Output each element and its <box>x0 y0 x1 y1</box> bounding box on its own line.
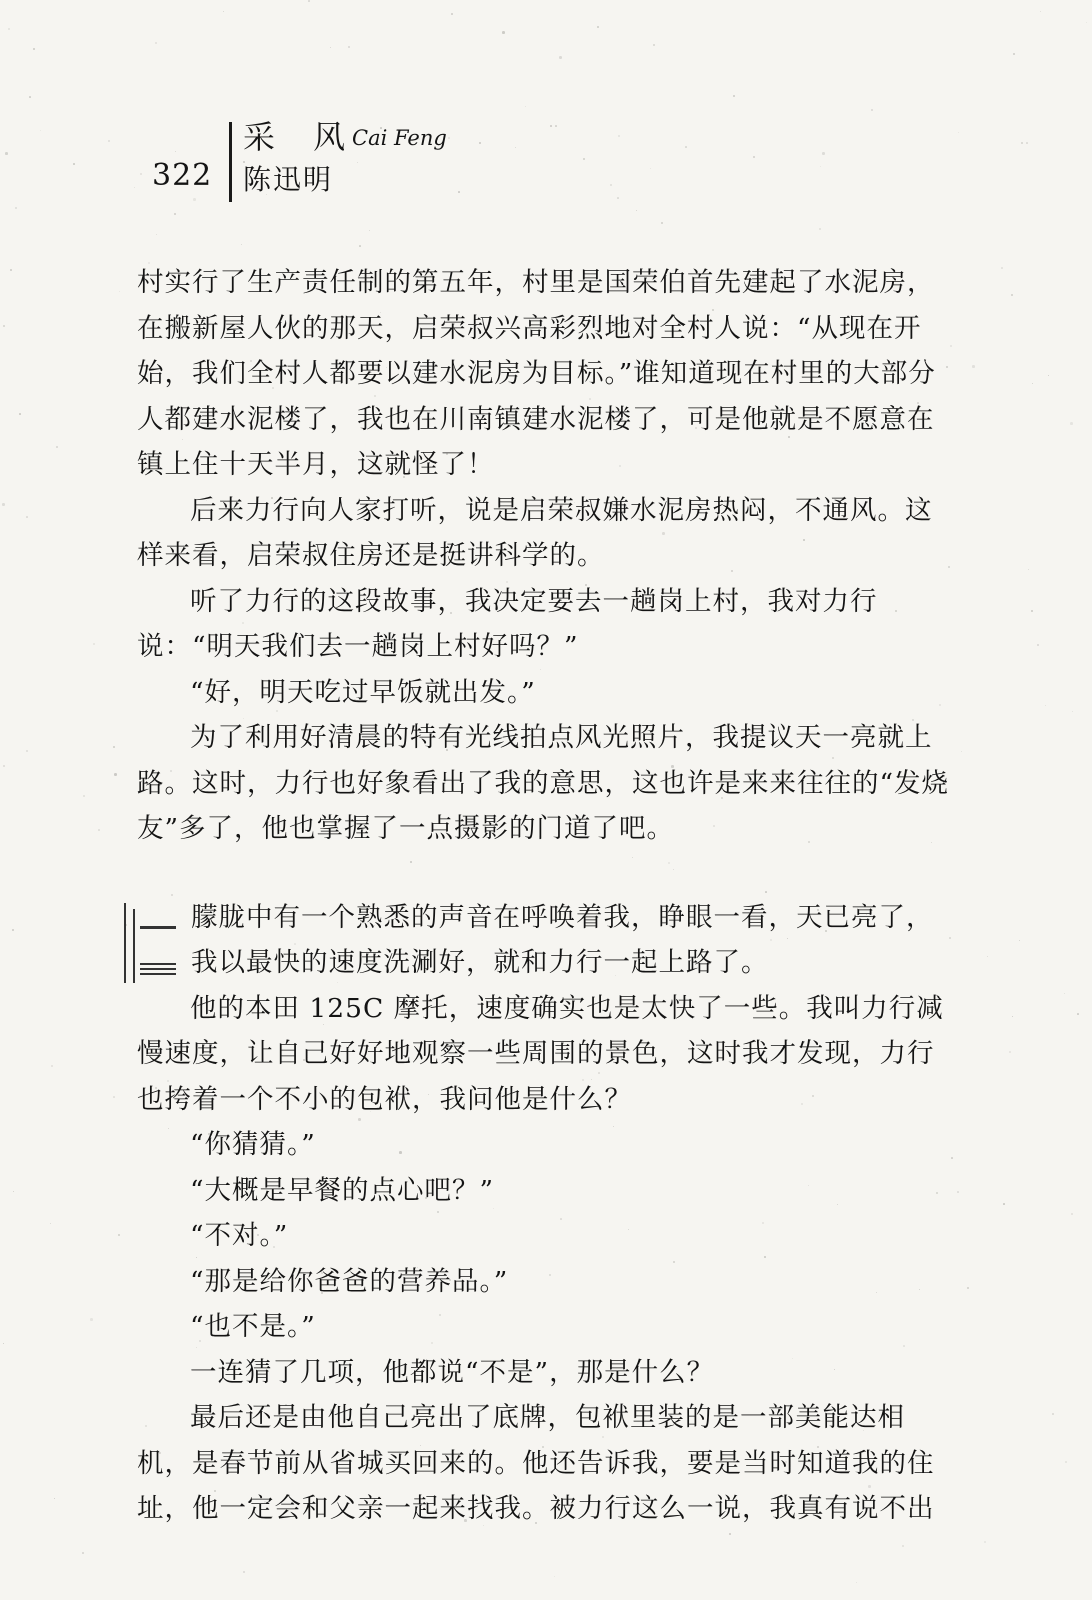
section-opening-text: 朦胧中有一个熟悉的声音在呼唤着我，睁眼一看，天已亮了，我以最快的速度洗涮好，就和力行一起上路了。 <box>191 901 934 978</box>
paper-speck <box>98 829 100 831</box>
paper-speck <box>636 210 637 211</box>
paragraph: 一连猜了几项，他都说“不是”，那是什么？ <box>190 1356 715 1388</box>
paper-speck <box>3 325 5 327</box>
paper-speck <box>26 750 28 752</box>
paragraph: 最后还是由他自己亮出了底牌，包袱里装的是一部美能达相机，是春节前从省城买回来的。他还告诉我，要是当时知道我的住址，他一定会和父亲一起来找我。被力行这么一说，我真有说不出 <box>137 1402 935 1524</box>
paper-speck <box>1032 383 1033 384</box>
paper-speck <box>54 1498 55 1499</box>
paper-speck <box>348 46 350 48</box>
paper-speck <box>819 228 821 230</box>
paper-speck <box>729 1533 731 1535</box>
paper-speck <box>1019 940 1020 941</box>
paper-speck <box>12 929 14 931</box>
paper-speck <box>733 95 735 97</box>
paper-speck <box>50 1223 51 1224</box>
paper-speck <box>987 956 988 957</box>
paper-speck <box>1031 610 1033 612</box>
paper-speck <box>1070 422 1073 425</box>
paper-speck <box>90 1318 93 1321</box>
paper-speck <box>525 106 526 107</box>
page-number: 322 <box>152 158 213 193</box>
paper-speck <box>1045 705 1046 706</box>
paper-speck <box>1012 1016 1013 1017</box>
section-opening <box>137 895 957 986</box>
author-name: 陈迅明 <box>243 163 334 196</box>
paper-speck <box>1037 644 1039 646</box>
paper-speck <box>33 48 35 50</box>
paper-speck <box>369 230 370 231</box>
paper-speck <box>93 643 95 645</box>
body-text <box>137 260 957 1532</box>
book-title-pinyin: Cai Feng <box>352 126 447 150</box>
header-divider <box>229 122 232 202</box>
paper-speck <box>29 96 31 98</box>
paper-speck <box>13 1191 14 1192</box>
paper-speck <box>26 516 28 518</box>
dialogue-line: “大概是早餐的点心吧？” <box>190 1174 495 1206</box>
paper-speck <box>961 751 962 752</box>
paper-speck <box>308 0 310 2</box>
paper-speck <box>554 1576 555 1577</box>
paper-speck <box>1013 53 1015 55</box>
paper-speck <box>359 245 361 247</box>
paper-speck <box>114 773 117 776</box>
paper-speck <box>119 291 120 292</box>
paragraph: 为了利用好清晨的特有光线拍点风光照片，我提议天一亮就上路。这时，力行也好象看出了我的意思，这也许是来来往往的“发烧友”多了，他也掌握了一点摄影的门道了吧。 <box>137 722 950 844</box>
paragraph: 听了力行的这段故事，我决定要去一趟岗上村，我对力行说：“明天我们去一趟岗上村好吗？” <box>137 585 878 662</box>
paper-speck <box>10 269 12 271</box>
paper-speck <box>984 1541 986 1543</box>
book-title: 采 风 <box>243 118 360 156</box>
paragraph: 后来力行向人家打听，说是启荣叔嫌水泥房热闷，不通风。这样来看，启荣叔住房还是挺讲科学的。 <box>137 494 933 571</box>
paper-speck <box>113 1096 115 1098</box>
paper-speck <box>661 222 663 224</box>
paper-speck <box>3 1343 4 1344</box>
paper-speck <box>241 244 242 245</box>
paper-speck <box>1003 1203 1005 1205</box>
paper-speck <box>1001 267 1003 269</box>
paper-speck <box>856 1582 857 1583</box>
paper-speck <box>243 1571 245 1573</box>
paragraph: 他的本田 125C 摩托，速度确实也是太快了一些。我叫力行减慢速度，让自己好好地观察一些周围的景色，这时我才发现，力行也挎着一个不小的包袱，我问他是什么？ <box>137 992 944 1115</box>
dialogue-line: “你猜猜。” <box>190 1129 316 1160</box>
paper-speck <box>559 56 562 59</box>
paper-speck <box>1052 1413 1054 1415</box>
paper-speck <box>1048 375 1049 376</box>
paper-speck <box>51 1065 53 1067</box>
dialogue-line: “也不是。” <box>190 1311 316 1342</box>
paper-speck <box>1071 1213 1073 1215</box>
paper-speck <box>174 213 176 215</box>
paragraph: “好，明天吃过早饭就出发。” <box>190 676 536 708</box>
paper-speck <box>1011 294 1013 296</box>
paper-speck <box>1040 11 1041 12</box>
paper-speck <box>653 44 655 46</box>
paper-speck <box>2 503 5 506</box>
paper-speck <box>8 28 10 30</box>
paragraph: 村实行了生产责任制的第五年，村里是国荣伯首先建起了水泥房，在搬新屋人伙的那天，启荣叔兴高彩烈地对全村人说：“从现在开始，我们全村人都要以建水泥房为目标。”谁知道现在村里的大部分人都建水泥楼了，我也在川南镇建水泥楼了，可是他就是不愿意在镇上住十天半月，这就怪了！ <box>137 267 936 480</box>
paper-speck <box>1028 569 1029 570</box>
section-break <box>137 852 957 895</box>
paper-speck <box>451 13 453 15</box>
paper-speck <box>113 746 115 748</box>
paper-speck <box>957 1191 959 1193</box>
section-ornament-icon <box>124 903 154 986</box>
paper-speck <box>155 42 157 44</box>
paper-speck <box>82 1552 84 1554</box>
paper-speck <box>967 1287 969 1289</box>
paper-speck <box>972 365 975 368</box>
dialogue-line: “不对。” <box>190 1220 289 1251</box>
paper-speck <box>19 413 21 415</box>
paper-speck <box>502 31 505 34</box>
dialogue-line: “那是给你爸爸的营养品。” <box>190 1265 509 1297</box>
paper-speck <box>1072 711 1073 712</box>
paper-speck <box>118 1234 120 1236</box>
paper-speck <box>56 446 58 448</box>
paper-speck <box>1065 1461 1067 1463</box>
paper-speck <box>330 47 331 48</box>
paper-speck <box>1086 22 1087 23</box>
paper-speck <box>902 1545 904 1547</box>
paper-speck <box>1009 1051 1011 1053</box>
paper-speck <box>83 795 85 797</box>
paper-speck <box>1077 1013 1079 1015</box>
paper-speck <box>156 234 157 235</box>
paper-speck <box>223 11 224 12</box>
paper-speck <box>597 26 599 28</box>
paper-speck <box>1064 993 1065 994</box>
paper-speck <box>3 765 5 767</box>
